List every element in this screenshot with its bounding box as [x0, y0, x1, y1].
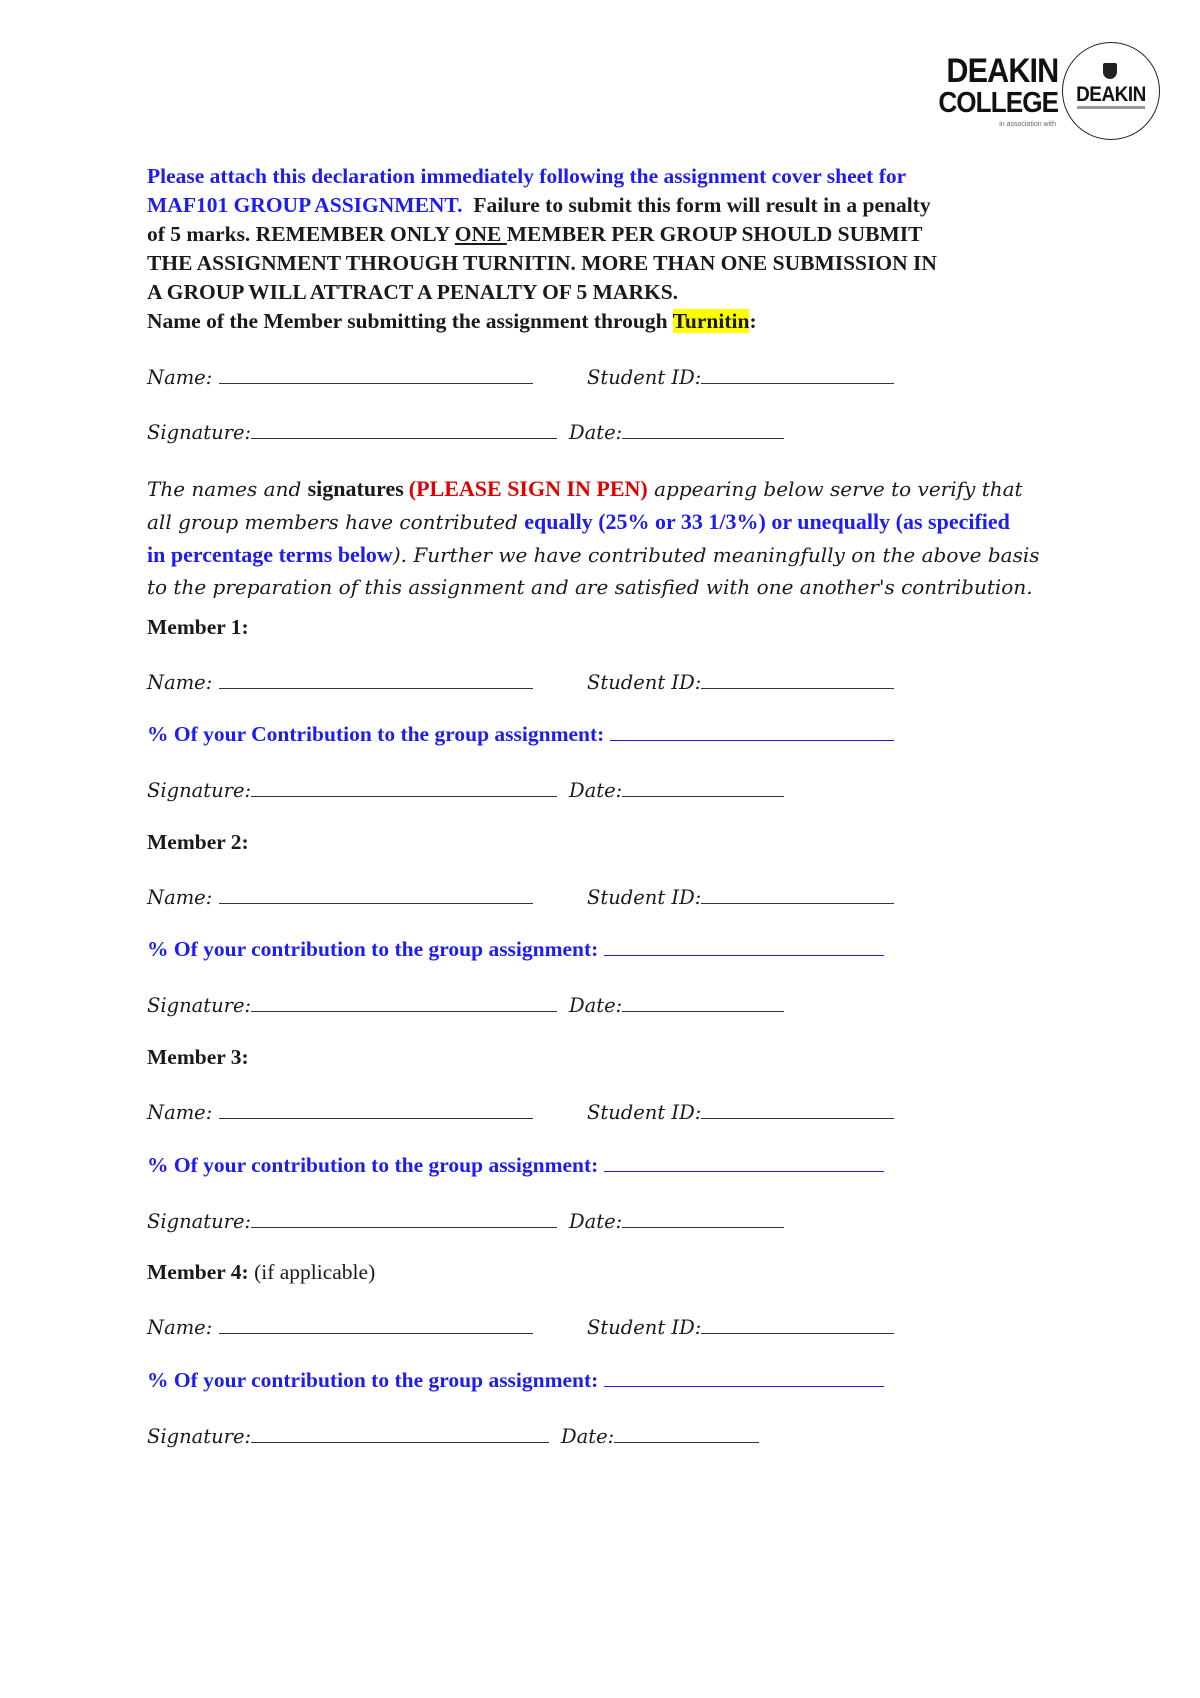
signature-label: Signature: — [147, 1210, 252, 1233]
declaration-line-3 — [147, 539, 1087, 572]
deakin-seal-logo — [1062, 42, 1160, 140]
instructions-line-6 — [147, 307, 937, 336]
deakin-college-logo — [918, 40, 1168, 145]
signature-blank[interactable] — [251, 420, 557, 439]
name-label: Name: — [147, 1316, 213, 1339]
date-label: Date: — [569, 994, 623, 1017]
member-4-label: Member 4: — [147, 1260, 249, 1284]
name-blank[interactable] — [219, 1100, 533, 1119]
instructions-line-3a: of 5 marks. REMEMBER ONLY — [147, 222, 455, 246]
member-3-signature-field[interactable] — [147, 1209, 557, 1233]
date-blank[interactable] — [622, 778, 784, 797]
member-4-name-field[interactable] — [147, 1315, 533, 1339]
instructions-line-3c: MEMBER PER GROUP SHOULD SUBMIT — [506, 222, 923, 246]
student-id-blank[interactable] — [701, 885, 894, 904]
contribution-label: % Of your Contribution to the group assignment: — [147, 722, 605, 746]
instructions-line-5: A GROUP WILL ATTRACT A PENALTY OF 5 MARKS. — [147, 280, 679, 304]
date-blank[interactable] — [622, 993, 784, 1012]
student-id-label: Student ID: — [587, 1316, 702, 1339]
date-blank[interactable] — [622, 1209, 784, 1228]
instructions-line-2 — [147, 191, 937, 220]
date-label: Date: — [561, 1425, 615, 1448]
member-4-date-field[interactable] — [561, 1424, 759, 1448]
signatures-bold: signatures — [307, 476, 404, 501]
name-blank[interactable] — [219, 365, 533, 384]
name-label: Name: — [147, 366, 213, 389]
member-4-suffix: (if applicable) — [248, 1260, 376, 1284]
signature-blank[interactable] — [251, 1209, 557, 1228]
logo-college-word: COLLEGE — [938, 87, 1058, 119]
member-2-label: Member 2: — [147, 830, 249, 854]
name-label: Name: — [147, 671, 213, 694]
seal-deakin-word: DEAKIN — [1076, 83, 1146, 106]
contribution-rule: equally (25% or 33 1/3%) or unequally (as specified — [524, 509, 1010, 534]
logo-deakin-word: DEAKIN — [946, 52, 1058, 90]
penalty-text: Failure to submit this form will result in a penalty — [473, 193, 931, 217]
declaration-paragraph — [147, 473, 1087, 604]
declaration-l1d: appearing below serve to verify that — [647, 477, 1023, 501]
date-blank[interactable] — [614, 1424, 759, 1443]
member-1-date-field[interactable] — [569, 778, 784, 802]
member-2-student-id-field[interactable] — [587, 885, 894, 909]
assignment-name: MAF101 GROUP ASSIGNMENT. — [147, 193, 463, 217]
signature-blank[interactable] — [251, 993, 557, 1012]
seal-subtitle-line — [1077, 106, 1145, 109]
member-1-label: Member 1: — [147, 615, 249, 639]
member-1-student-id-field[interactable] — [587, 670, 894, 694]
signature-label: Signature: — [147, 421, 252, 444]
student-id-blank[interactable] — [701, 1315, 894, 1334]
sign-in-pen-notice: (PLEASE SIGN IN PEN) — [408, 476, 648, 501]
submitter-date-field[interactable] — [569, 420, 784, 444]
declaration-l2a: all group members have contributed — [147, 510, 525, 534]
contribution-label: % Of your contribution to the group assignment: — [147, 1153, 599, 1177]
date-blank[interactable] — [622, 420, 784, 439]
member-3-label: Member 3: — [147, 1045, 249, 1069]
contribution-blank[interactable] — [610, 722, 894, 741]
member-4-heading — [147, 1260, 375, 1285]
member-2-contribution-field[interactable] — [147, 937, 884, 962]
turnitin-highlight: Turnitin — [672, 309, 750, 333]
contribution-label: % Of your contribution to the group assignment: — [147, 937, 599, 961]
member-2-signature-field[interactable] — [147, 993, 557, 1017]
date-label: Date: — [569, 1210, 623, 1233]
member-1-heading — [147, 615, 249, 640]
member-3-contribution-field[interactable] — [147, 1153, 884, 1178]
declaration-line-2 — [147, 506, 1087, 539]
name-blank[interactable] — [219, 885, 533, 904]
member-2-name-field[interactable] — [147, 885, 533, 909]
declaration-line-4 — [147, 572, 1087, 604]
member-3-date-field[interactable] — [569, 1209, 784, 1233]
contribution-blank[interactable] — [604, 1368, 884, 1387]
submitter-label: Name of the Member submitting the assignment through — [147, 309, 673, 333]
contribution-blank[interactable] — [604, 1153, 884, 1172]
declaration-l1a: The names and — [147, 477, 308, 501]
instructions-line-3 — [147, 220, 937, 249]
colon: : — [749, 309, 757, 333]
instructions-line-1: Please attach this declaration immediately following the assignment cover sheet for — [147, 164, 907, 188]
name-label: Name: — [147, 1101, 213, 1124]
member-1-contribution-field[interactable] — [147, 722, 894, 747]
member-4-student-id-field[interactable] — [587, 1315, 894, 1339]
declaration-l3b: ). Further we have contributed meaningfully on the above basis — [392, 543, 1040, 567]
submitter-signature-field[interactable] — [147, 420, 557, 444]
contribution-blank[interactable] — [604, 937, 884, 956]
shield-icon — [1103, 63, 1117, 79]
student-id-label: Student ID: — [587, 886, 702, 909]
member-4-signature-field[interactable] — [147, 1424, 549, 1448]
contribution-label: % Of your contribution to the group assignment: — [147, 1368, 599, 1392]
signature-blank[interactable] — [251, 1424, 549, 1443]
student-id-blank[interactable] — [701, 365, 894, 384]
member-2-heading — [147, 830, 249, 855]
signature-label: Signature: — [147, 994, 252, 1017]
member-2-date-field[interactable] — [569, 993, 784, 1017]
name-blank[interactable] — [219, 670, 533, 689]
student-id-label: Student ID: — [587, 1101, 702, 1124]
name-label: Name: — [147, 886, 213, 909]
member-1-name-field[interactable] — [147, 670, 533, 694]
student-id-label: Student ID: — [587, 366, 702, 389]
member-4-contribution-field[interactable] — [147, 1368, 884, 1393]
one-underlined: ONE — [454, 222, 507, 246]
member-3-student-id-field[interactable] — [587, 1100, 894, 1124]
instructions-line-4: THE ASSIGNMENT THROUGH TURNITIN. MORE THAN ONE SUBMISSION IN — [147, 251, 937, 275]
student-id-label: Student ID: — [587, 671, 702, 694]
signature-label: Signature: — [147, 1425, 252, 1448]
submitter-student-id-field[interactable] — [587, 365, 894, 389]
signature-label: Signature: — [147, 779, 252, 802]
member-1-signature-field[interactable] — [147, 778, 557, 802]
logo-association-text: in association with — [999, 121, 1056, 128]
member-3-heading — [147, 1045, 249, 1070]
declaration-l4: to the preparation of this assignment and are satisfied with one another's contribution. — [147, 575, 1033, 599]
date-label: Date: — [569, 421, 623, 444]
student-id-blank[interactable] — [701, 670, 894, 689]
declaration-line-1 — [147, 473, 1087, 506]
submitter-name-field[interactable] — [147, 365, 533, 389]
date-label: Date: — [569, 779, 623, 802]
member-3-name-field[interactable] — [147, 1100, 533, 1124]
name-blank[interactable] — [219, 1315, 533, 1334]
instructions-block — [147, 162, 937, 336]
percentage-terms: in percentage terms below — [147, 542, 393, 567]
student-id-blank[interactable] — [701, 1100, 894, 1119]
signature-blank[interactable] — [251, 778, 557, 797]
